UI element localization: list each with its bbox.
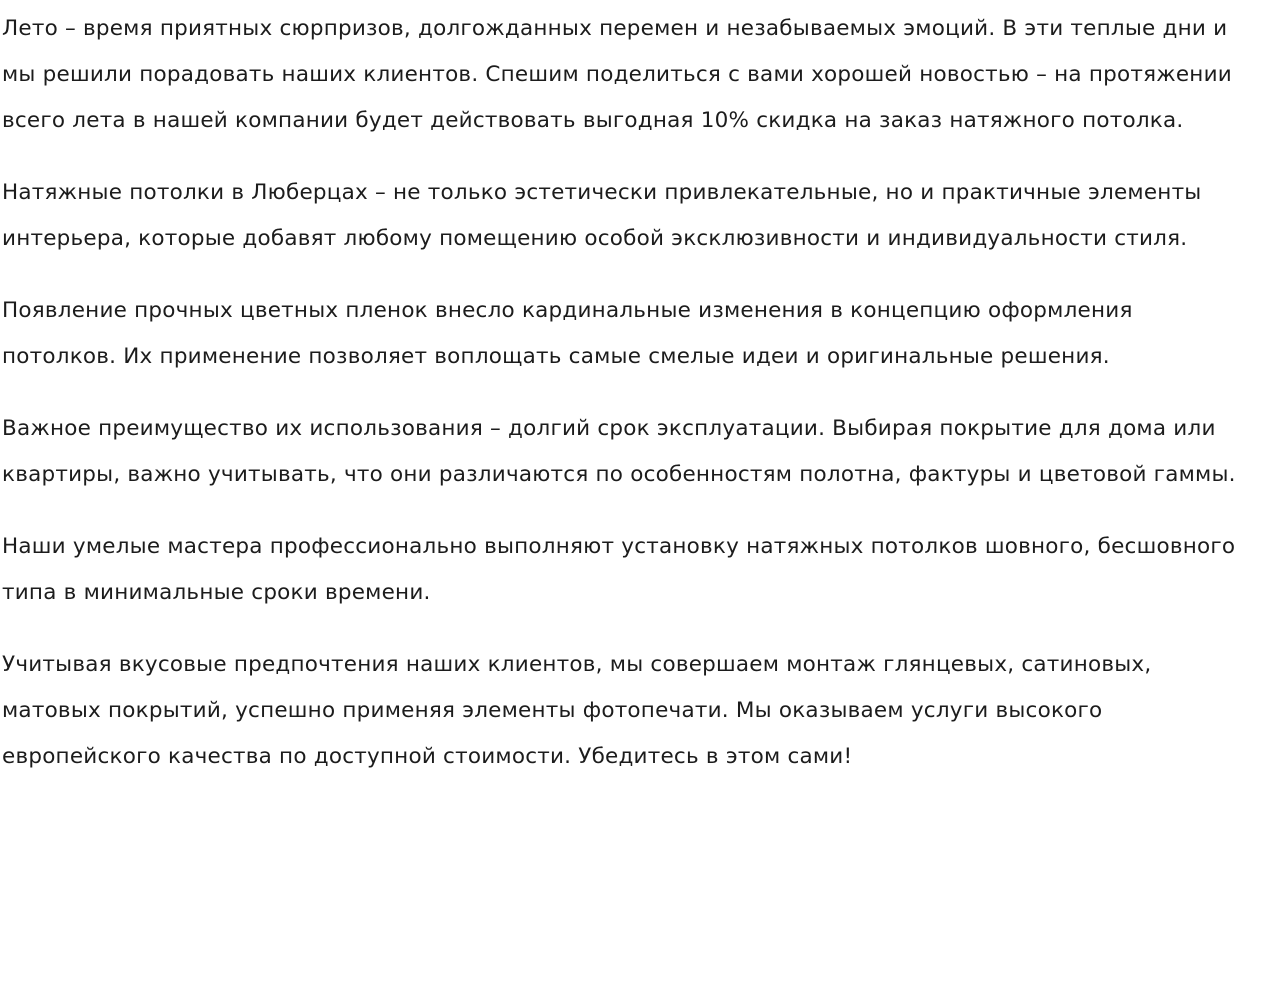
paragraph: Учитывая вкусовые предпочтения наших клиентов, мы совершаем монтаж глянцевых, сатиновых, матовых покрытий, успешно применяя элементы фотопечати. Мы оказываем услуги высокого европейского качества по доступной стоимости. Убедитесь в этом сами! <box>2 652 1152 769</box>
paragraph: Появление прочных цветных пленок внесло кардинальные изменения в концепцию оформления потолков. Их применение позволяет воплощать самые смелые идеи и оригинальные решения. <box>2 298 1133 369</box>
paragraph: Наши умелые мастера профессионально выполняют установку натяжных потолков шовного, бесшовного типа в минимальные сроки времени. <box>2 534 1236 605</box>
paragraph: Лето – время приятных сюрпризов, долгожданных перемен и незабываемых эмоций. В эти теплые дни и мы решили порадовать наших клиентов. Спешим поделиться с вами хорошей новостью – на протяжении всего лета в нашей компании будет действовать выгодная 10% скидка на заказ натяжного потолка. <box>2 16 1232 133</box>
paragraph: Важное преимущество их использования – долгий срок эксплуатации. Выбирая покрытие для дома или квартиры, важно учитывать, что они различаются по особенностям полотна, фактуры и цветовой гаммы. <box>2 416 1236 487</box>
article-body <box>0 6 1270 780</box>
paragraph: Натяжные потолки в Люберцах – не только эстетически привлекательные, но и практичные элементы интерьера, которые добавят любому помещению особой эксклюзивности и индивидуальности стиля. <box>2 180 1202 251</box>
